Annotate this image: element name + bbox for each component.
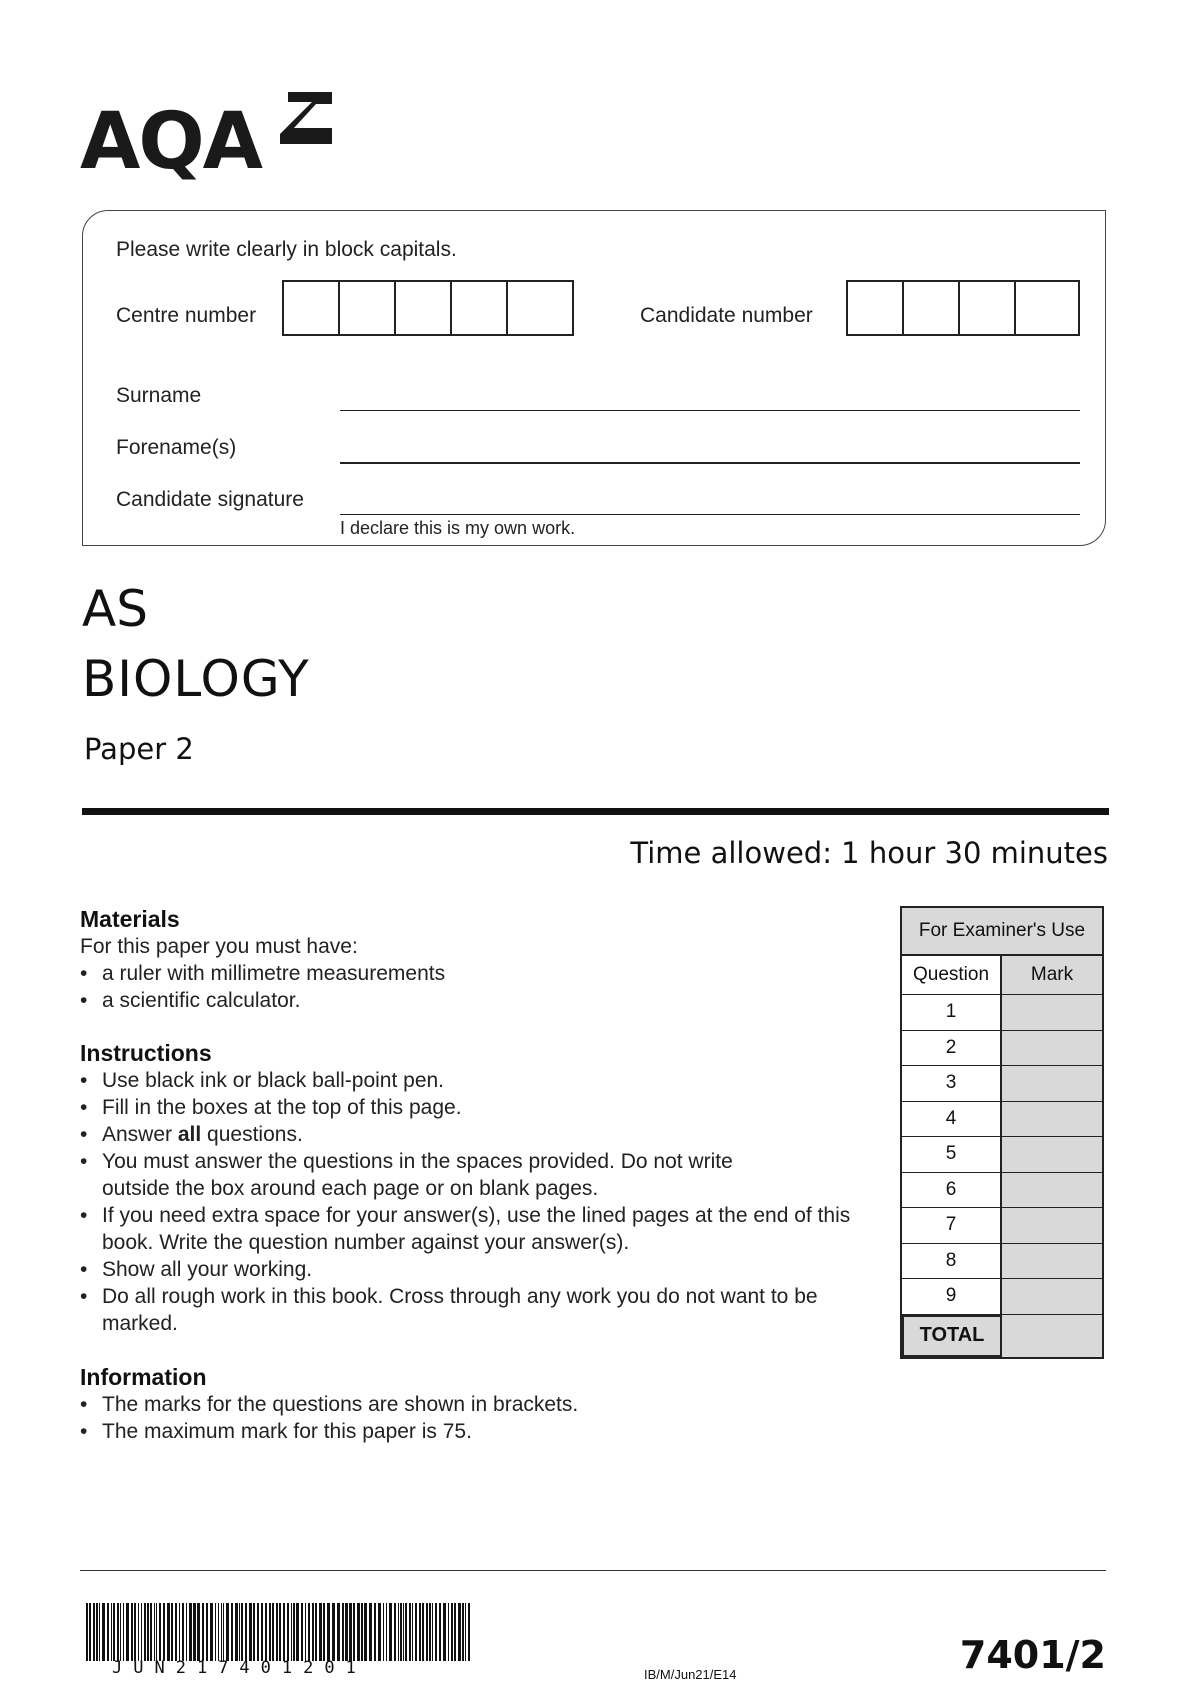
information-item: • The maximum mark for this paper is 75. [80,1418,880,1445]
centre-number-digit[interactable] [284,282,340,334]
materials-section [80,906,880,1014]
mark-cell[interactable] [1002,1244,1102,1279]
qualification-level: AS [82,580,148,638]
question-number: 8 [902,1244,1002,1279]
instructions-section [80,1040,880,1337]
table-row [902,1031,1102,1067]
svg-text:AQA: AQA [80,97,262,187]
surname-field[interactable] [340,410,1080,411]
table-row [902,1279,1102,1315]
barcode-text: JUN217401201 [112,1658,367,1678]
question-number: 2 [902,1031,1002,1066]
paper-code: 7401/2 [959,1633,1106,1677]
forename-field[interactable] [340,462,1080,464]
information-item: • The marks for the questions are shown in brackets. [80,1391,880,1418]
footer-divider [80,1570,1106,1571]
barcode [86,1603,472,1661]
total-label: TOTAL [902,1315,1002,1357]
total-row [902,1315,1102,1357]
question-number: 1 [902,995,1002,1030]
instruction-item: • If you need extra space for your answer(s), use the lined pages at the end of this book. Write the question number against your answer(s). [80,1202,892,1256]
examiner-table-title: For Examiner's Use [902,908,1102,956]
materials-item: • a ruler with millimetre measurements [80,960,880,987]
examiner-table-header-row [902,956,1102,995]
time-allowed: Time allowed: 1 hour 30 minutes [630,836,1108,870]
instruction-item: • Fill in the boxes at the top of this page. [80,1094,880,1121]
table-row [902,1244,1102,1280]
mark-column-header: Mark [1002,956,1102,994]
centre-number-digit[interactable] [508,282,564,334]
mark-cell[interactable] [1002,1137,1102,1172]
forename-label: Forename(s) [116,436,237,459]
table-row [902,1173,1102,1209]
question-number: 6 [902,1173,1002,1208]
title-divider [82,808,1109,815]
mark-cell[interactable] [1002,1102,1102,1137]
mark-cell[interactable] [1002,1279,1102,1314]
information-section [80,1364,880,1445]
mark-cell[interactable] [1002,1031,1102,1066]
centre-number-digit[interactable] [340,282,396,334]
materials-heading: Materials [80,906,180,932]
centre-number-digit[interactable] [396,282,452,334]
table-row [902,1208,1102,1244]
paper-number: Paper 2 [84,732,194,766]
signature-field[interactable] [340,514,1080,515]
mark-cell[interactable] [1002,1066,1102,1101]
instruction-item: • Do all rough work in this book. Cross through any work you do not want to be marked. [80,1283,832,1337]
candidate-number-label: Candidate number [640,304,813,327]
aqa-logo [80,88,350,188]
mark-cell[interactable] [1002,1173,1102,1208]
declaration-text: I declare this is my own work. [340,518,576,538]
examiner-use-table [900,906,1104,1359]
question-number: 5 [902,1137,1002,1172]
table-row [902,1066,1102,1102]
candidate-number-boxes[interactable] [846,280,1080,336]
mark-cell[interactable] [1002,995,1102,1030]
materials-item: • a scientific calculator. [80,987,880,1014]
signature-label: Candidate signature [116,488,304,511]
centre-number-label: Centre number [116,304,257,327]
materials-intro: For this paper you must have: [80,935,358,958]
question-number: 9 [902,1279,1002,1314]
question-number: 3 [902,1066,1002,1101]
subject-title: BIOLOGY [82,650,310,708]
instruction-item: • Show all your working. [80,1256,880,1283]
question-number: 4 [902,1102,1002,1137]
question-column-header: Question [902,956,1002,994]
mark-cell[interactable] [1002,1208,1102,1243]
information-heading: Information [80,1364,207,1390]
question-number: 7 [902,1208,1002,1243]
centre-number-boxes[interactable] [282,280,574,336]
candidate-number-digit[interactable] [904,282,960,334]
surname-label: Surname [116,384,202,407]
instruction-item: • Answer all questions. [80,1121,880,1148]
table-row [902,1137,1102,1173]
candidate-number-digit[interactable] [1016,282,1072,334]
candidate-number-digit[interactable] [848,282,904,334]
block-capitals-instruction: Please write clearly in block capitals. [116,238,457,261]
table-row [902,995,1102,1031]
table-row [902,1102,1102,1138]
instruction-item: • You must answer the questions in the spaces provided. Do not write outside the box around each page or on blank pages. [80,1148,782,1202]
reference-code: IB/M/Jun21/E14 [644,1667,737,1682]
instructions-heading: Instructions [80,1040,212,1066]
centre-number-digit[interactable] [452,282,508,334]
total-mark-cell[interactable] [1002,1315,1102,1357]
instruction-item: • Use black ink or black ball-point pen. [80,1067,880,1094]
candidate-number-digit[interactable] [960,282,1016,334]
